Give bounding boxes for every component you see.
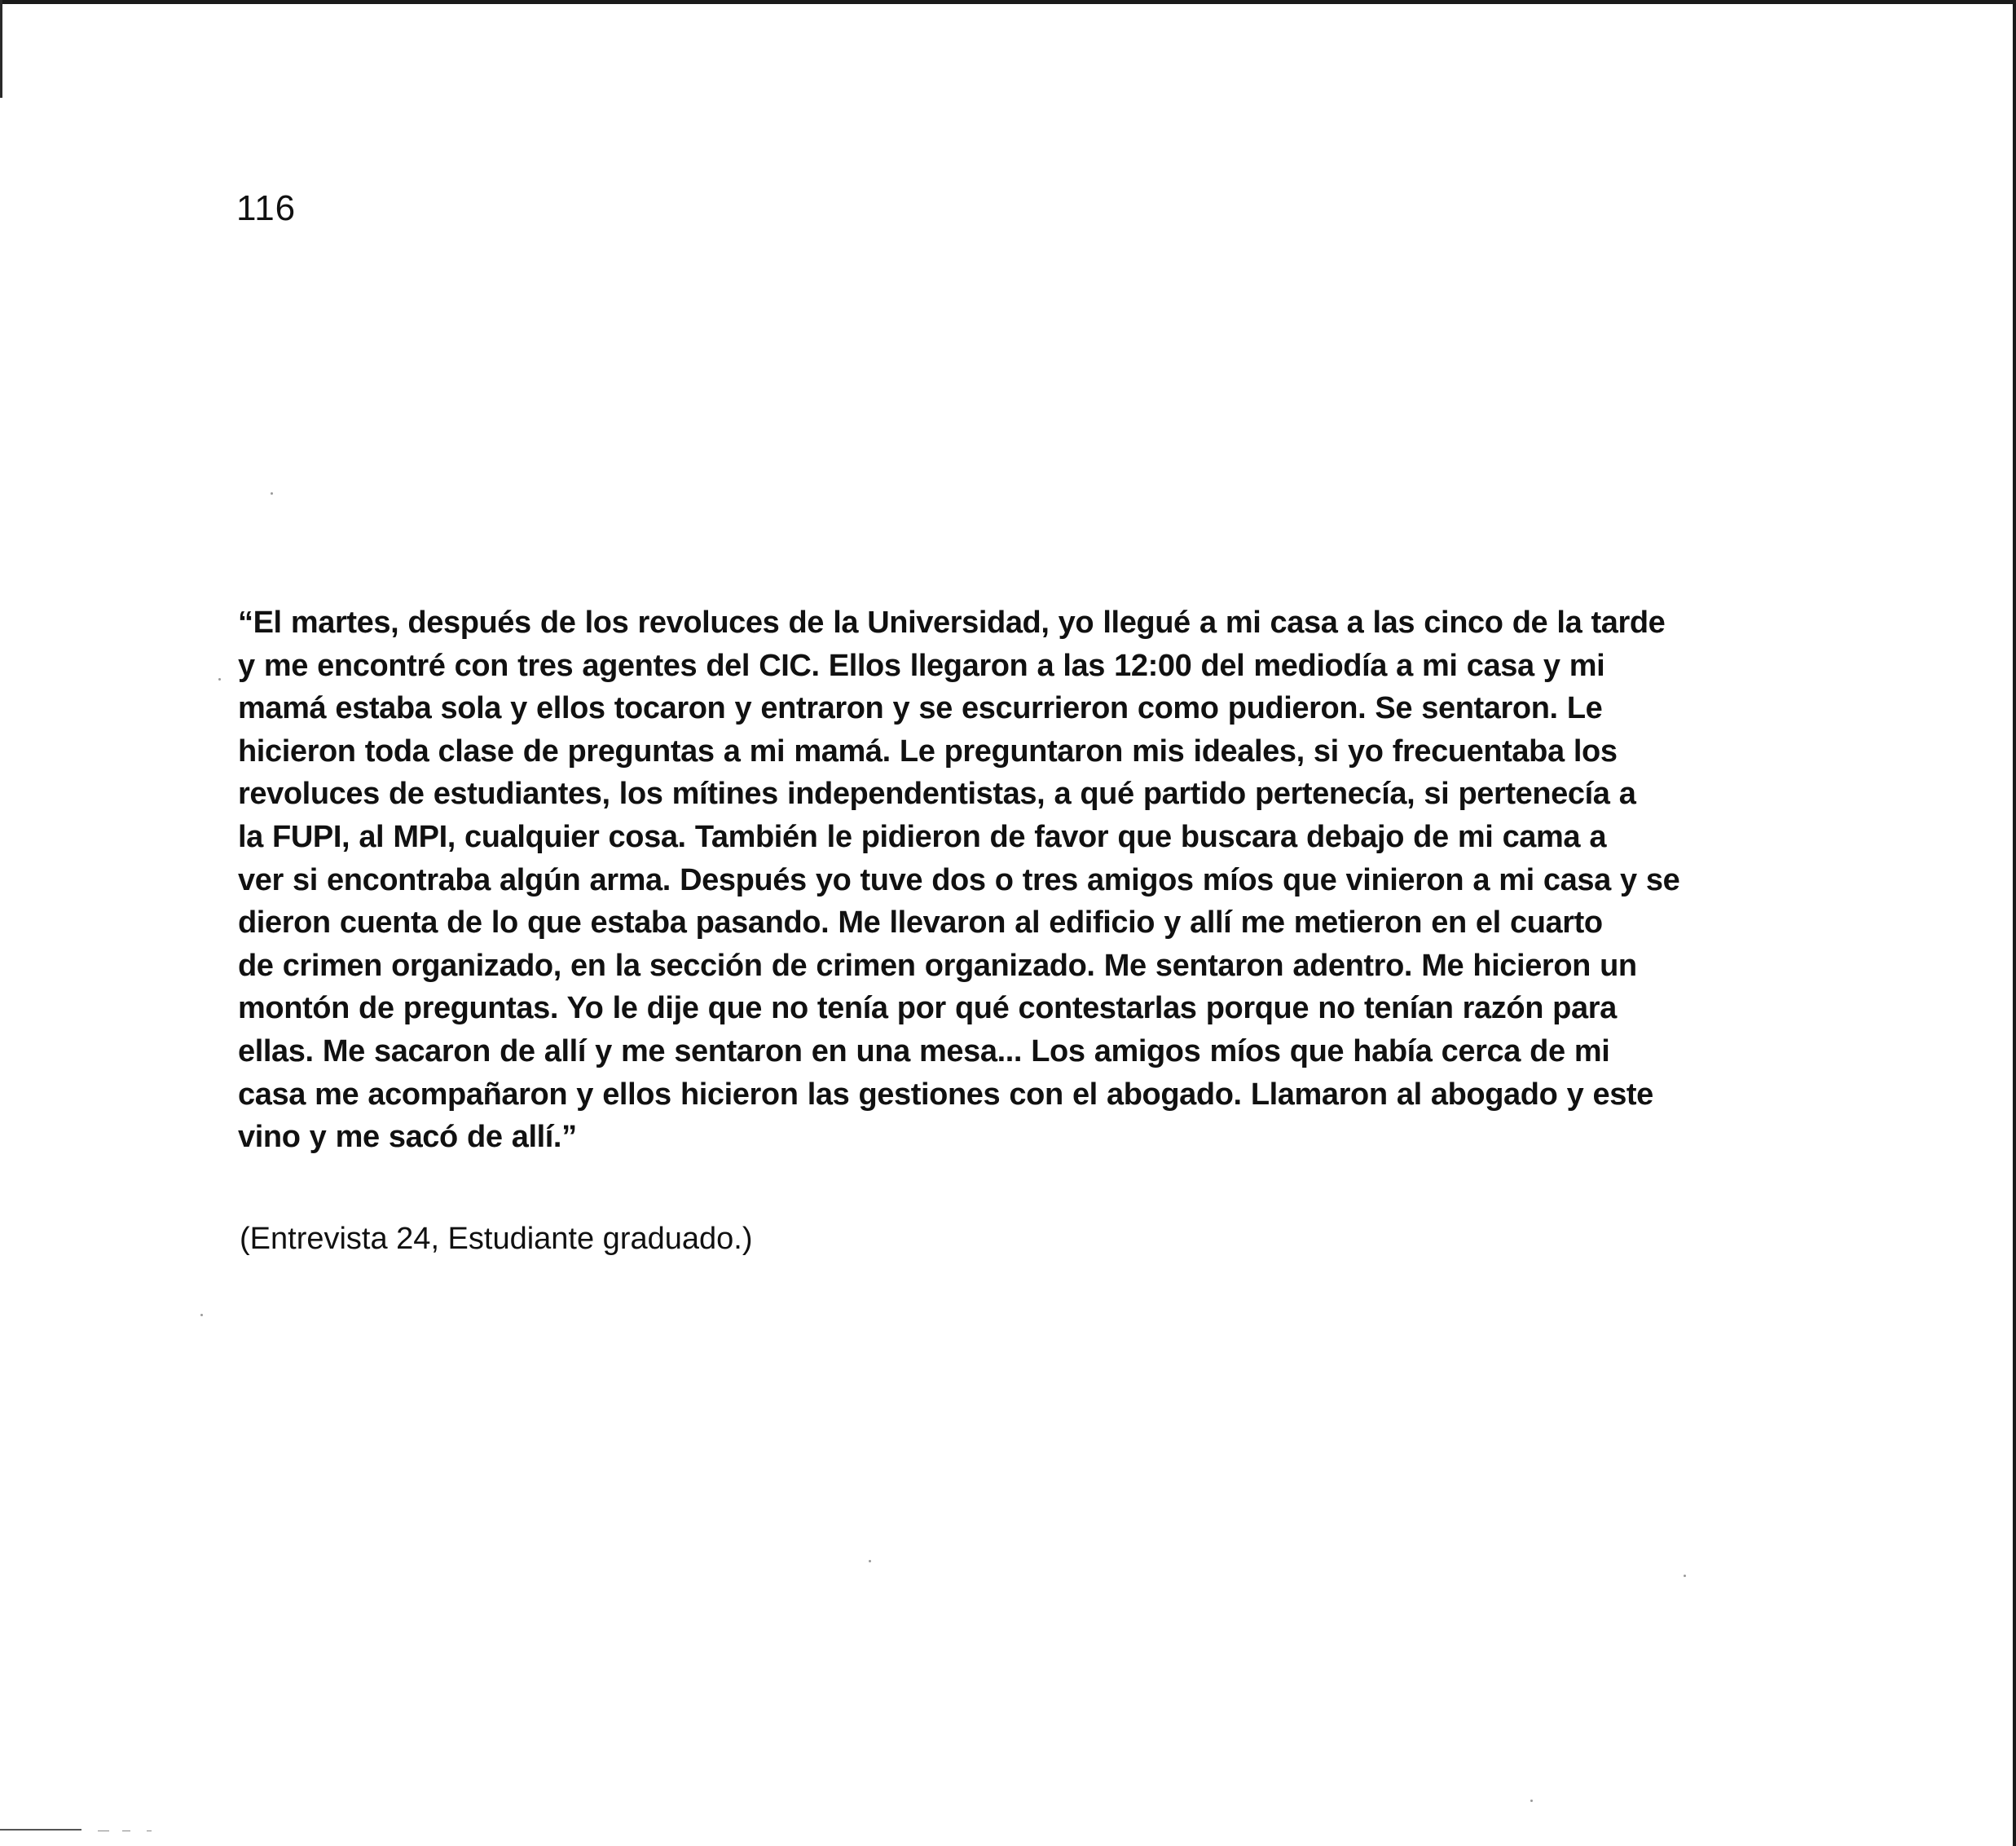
page-number: 116 [236, 188, 297, 228]
interview-quote [238, 601, 1705, 1159]
scan-speck [271, 492, 273, 495]
scan-speck [869, 1560, 871, 1562]
scan-edge-top [0, 0, 2016, 4]
scan-speck [1684, 1575, 1686, 1577]
quote-line: vino y me sacó de allí.” [238, 1120, 577, 1155]
scan-speck [1530, 1800, 1533, 1802]
quote-line: dieron cuenta de lo que estaba pasando. Me llevaron al edificio y allí me metieron en el cuarto [238, 905, 1603, 941]
quote-line: mamá estaba sola y ellos tocaron y entraron y se escurrieron como pudieron. Se sentaron. Le [238, 691, 1603, 726]
scan-edge-left [0, 0, 2, 98]
quote-line: montón de preguntas. Yo le dije que no tenía por qué contestarlas porque no tenían razón para [238, 991, 1617, 1026]
quote-line: de crimen organizado, en la sección de crimen organizado. Me sentaron adentro. Me hicieron un [238, 948, 1637, 983]
quote-citation: (Entrevista 24, Estudiante graduado.) [240, 1222, 753, 1256]
quote-line: la FUPI, al MPI, cualquier cosa. También le pidieron de favor que buscara debajo de mi cama a [238, 819, 1607, 854]
scan-speck [218, 678, 221, 681]
quote-line: hicieron toda clase de preguntas a mi mamá. Le preguntaron mis ideales, si yo frecuentaba los [238, 734, 1618, 769]
quote-line: ellas. Me sacaron de allí y me sentaron en una mesa... Los amigos míos que había cerca de mi [238, 1033, 1610, 1068]
quote-line: revoluces de estudiantes, los mítines independentistas, a qué partido pertenecía, si pertenecía a [238, 777, 1636, 812]
scan-mark-bottom [0, 1829, 81, 1831]
quote-line: casa me acompañaron y ellos hicieron las gestiones con el abogado. Llamaron al abogado y este [238, 1077, 1653, 1112]
quote-line: ver si encontraba algún arma. Después yo tuve dos o tres amigos míos que vinieron a mi casa y se [238, 862, 1680, 897]
scan-speck [200, 1314, 203, 1316]
scan-edge-right [2013, 0, 2016, 1846]
quote-line: y me encontré con tres agentes del CIC. Ellos llegaron a las 12:00 del mediodía a mi casa y mi [238, 648, 1605, 683]
quote-line: “El martes, después de los revoluces de la Universidad, yo llegué a mi casa a las cinco de la tarde [238, 606, 1666, 640]
